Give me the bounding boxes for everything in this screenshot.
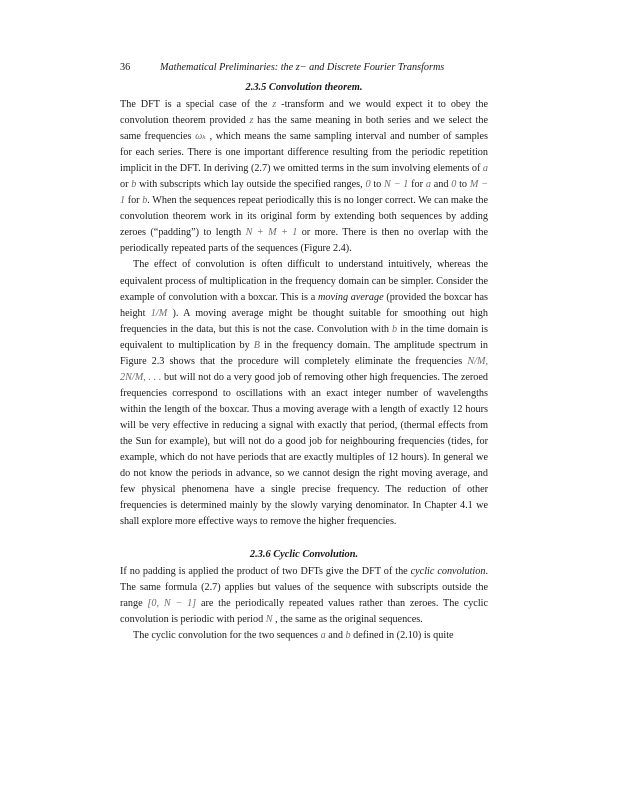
paragraph: If no padding is applied the product of two DFTs give the DFT of the cyclic convolution. The same formula (2.7) applies but values of the sequence with subscripts outside the range [0, N − 1] are the periodically repeated values rather than zeroes. The cyclic convolution is periodic with period N , the same as the original sequences.	[120, 566, 489, 626]
page-number: 36	[120, 62, 131, 73]
paragraph: The DFT is a special case of the z -transform and we would expect it to obey the convolution theorem provided z has the same meaning in both series and we select the same frequencies ωₖ , which means the same sampling interval and number of samples for each series. There is one important difference resulting from the periodic repetition implicit in the DFT. In deriving (2.7) we omitted terms in the sum involving elements of a or b with subscripts which lay outside the specified ranges, 0 to N − 1 for a and 0 to M − 1 for b. When the sequences repeat periodically this is no longer correct. We can make the convolution theorem work in its original form by extending both sequences by adding zeroes (“padding”) to length N + M + 1 or more. There is then no overlap with the periodically repeated parts of the sequences (Figure 2.4).	[120, 99, 488, 255]
paragraph: The cyclic convolution for the two sequences a and b defined in (2.10) is quite	[133, 630, 454, 642]
section-body-cyclic-convolution	[120, 564, 488, 644]
section-heading-cyclic-convolution: 2.3.6 Cyclic Convolution.	[249, 549, 359, 560]
section-body-convolution-theorem	[120, 97, 488, 530]
paragraph: The effect of convolution is often difficult to understand intuitively, whereas the equivalent process of multiplication in the frequency domain can be simpler. Consider the example of convolution with a boxcar. This is a moving average (provided the boxcar has height 1/M ). A moving average might be thought suitable for smoothing out high frequencies in the data, but this is not the case. Convolution with b in the time domain is equivalent to multiplication by B in the frequency domain. The amplitude spectrum in Figure 2.3 shows that the procedure will completely eliminate the frequencies N/M, 2N/M, . . . but will not do a very good job of removing other high frequencies. The zeroed frequencies correspond to oscillations with an exact integer number of wavelengths within the length of the boxcar. Thus a moving average with a length of exactly 12 hours will be very effective in reducing a signal with exactly that period, (thermal effects from the Sun for example), but will not do a good job for neighbouring frequencies (tides, for example, which do not have periods that are exactly multiples of 12 hours). In general we do not know the periods in advance, so we cannot design the right moving average, and few physical phenomena have a single precise frequency. The reduction of other frequencies is determined mainly by the slowly varying denominator. In Chapter 4.1 we shall explore more effective ways to remove the higher frequencies.	[120, 259, 488, 528]
running-header	[120, 61, 490, 75]
running-title: Mathematical Preliminaries: the z− and Discrete Fourier Transforms	[160, 62, 445, 73]
section-heading-convolution-theorem: 2.3.5 Convolution theorem.	[245, 82, 363, 93]
